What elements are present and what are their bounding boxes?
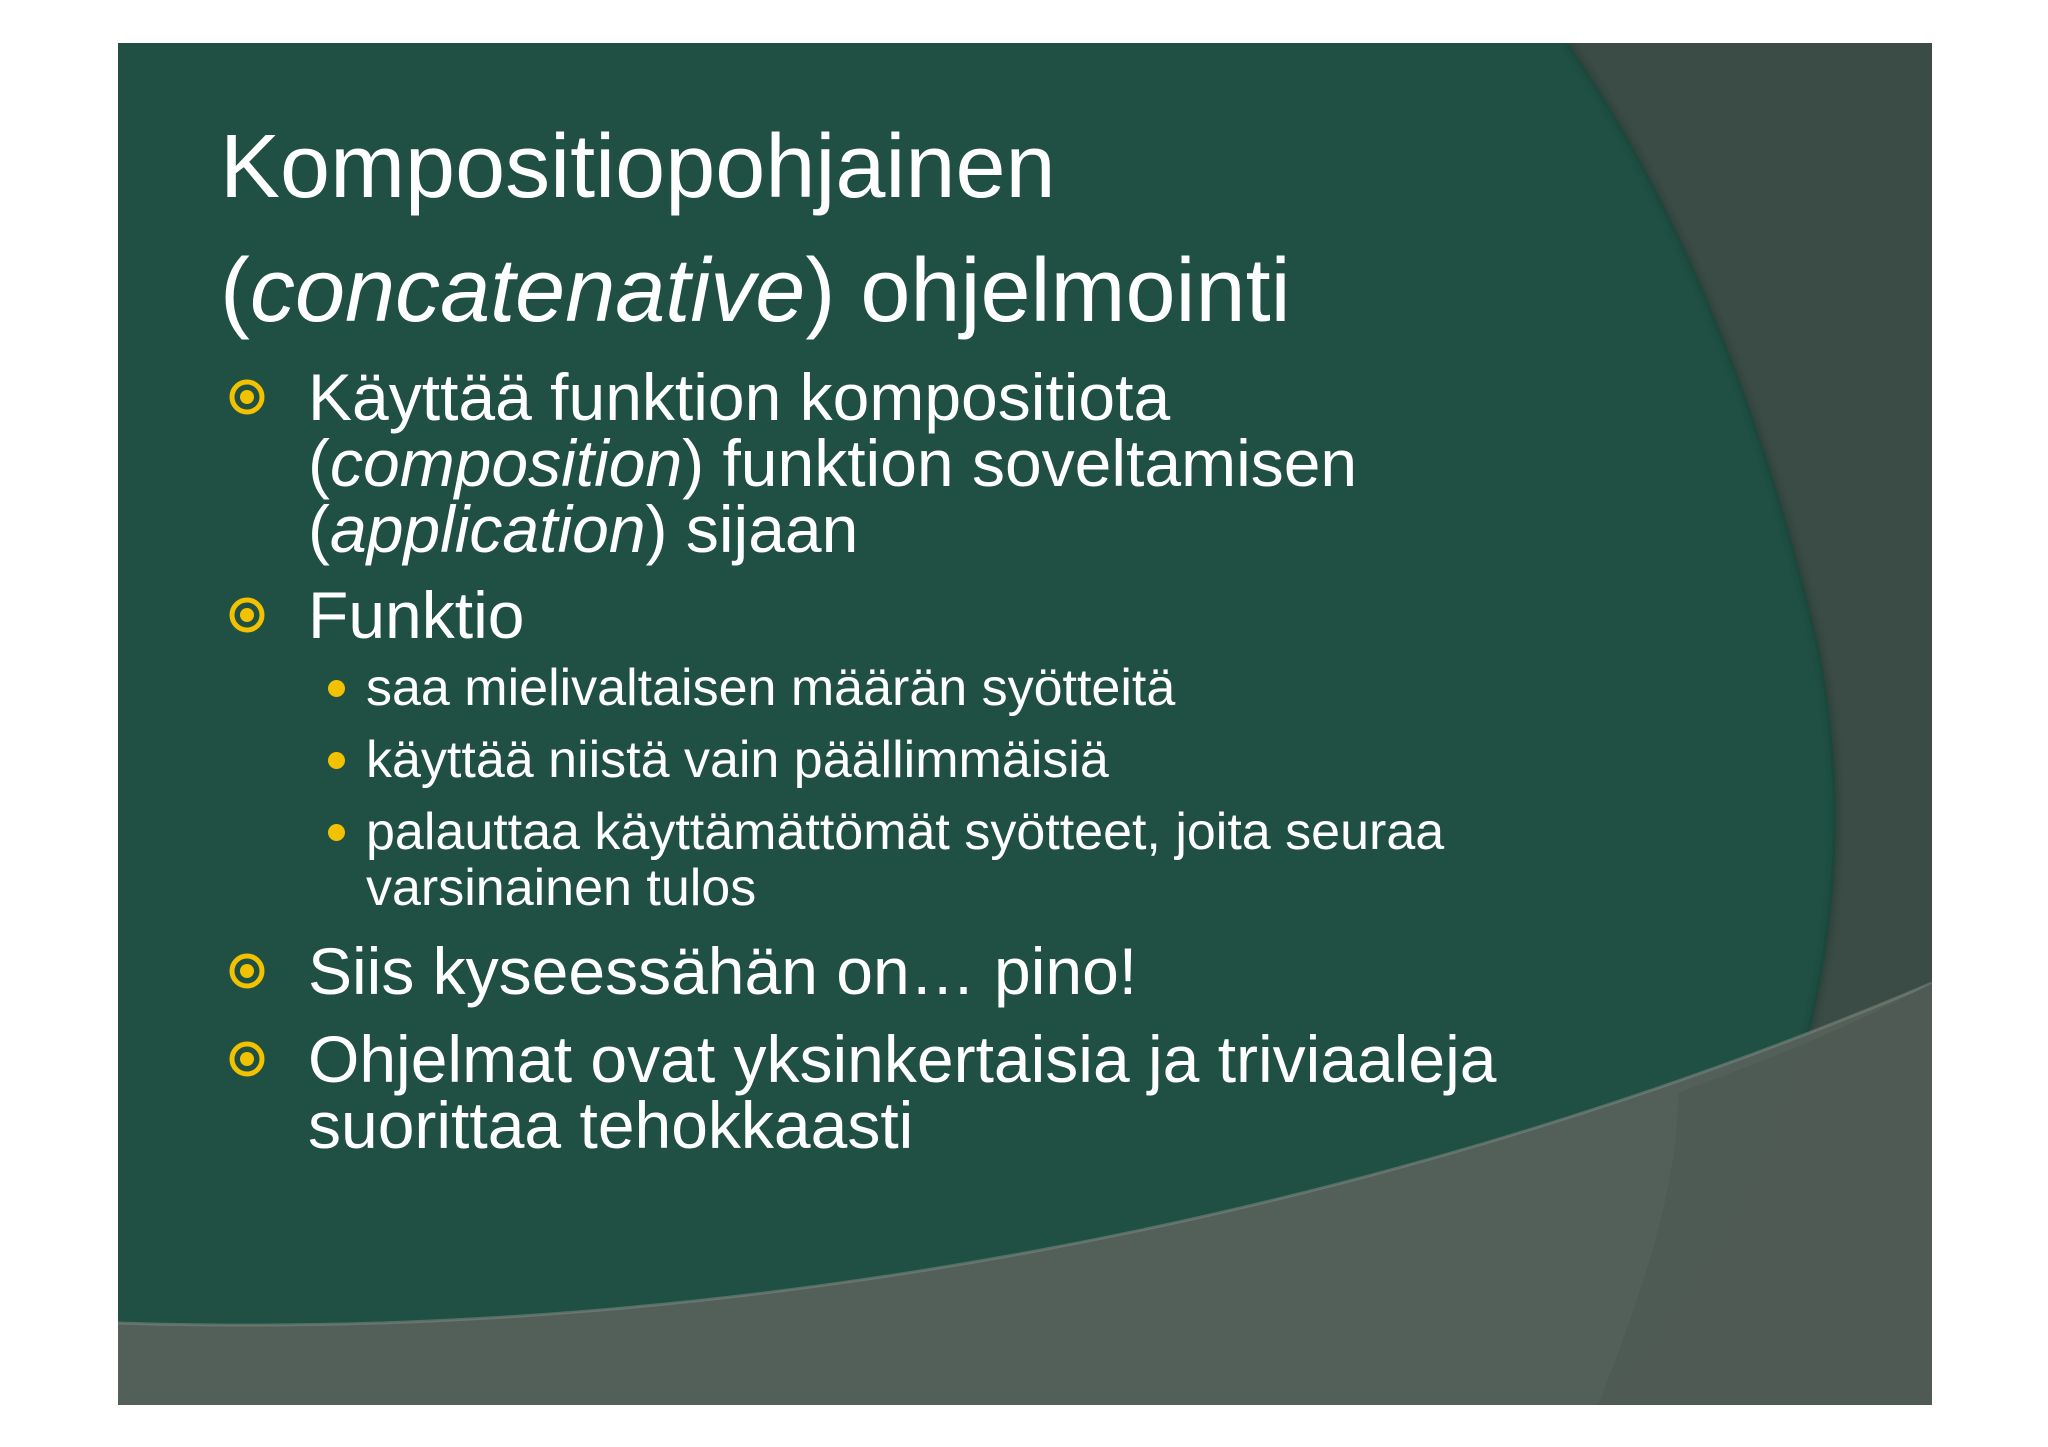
title-line-2: (concatenative) ohjelmointi	[220, 241, 1291, 341]
ring-bullet-icon	[228, 596, 266, 634]
sub-item: saa mielivaltaisen määrän syötteitä	[220, 660, 1780, 716]
title-italic-term: concatenative	[249, 241, 806, 341]
bullet-4-line-1: Ohjelmat ovat yksinkertaisia ja triviaaleja	[308, 1022, 1497, 1096]
bullet-2-text: Funktio	[308, 578, 525, 652]
title-line-1: Kompositiopohjainen	[220, 117, 1056, 217]
bullet-item-composition	[220, 360, 1780, 566]
bullet-4-line-2: suorittaa tehokkaasti	[308, 1088, 914, 1162]
sub-item: käyttää niistä vain päällimmäisiä	[220, 732, 1780, 788]
bullet-list	[220, 360, 1780, 1162]
ring-bullet-icon	[228, 952, 266, 990]
sub-item: palauttaa käyttämättömät syötteet, joita seuraa	[220, 804, 1780, 860]
dot-bullet-icon	[328, 680, 345, 697]
dot-bullet-icon	[328, 824, 345, 841]
bullet-1-line-2: (composition) funktion soveltamisen	[308, 426, 1358, 500]
funktio-sublist	[220, 660, 1780, 916]
slide	[118, 43, 1932, 1405]
bullet-3-text: Siis kyseessähän on… pino!	[308, 934, 1138, 1008]
sub-item-continuation: varsinainen tulos	[366, 859, 757, 917]
bullet-item-funktio	[220, 578, 1780, 652]
bullet-item-stack	[220, 934, 1780, 1008]
dot-bullet-icon	[328, 752, 345, 769]
ring-bullet-icon	[228, 1040, 266, 1078]
slide-title	[220, 105, 1291, 353]
bullet-item-programs	[220, 1022, 1780, 1162]
bullet-1-line-3: (application) sijaan	[308, 492, 859, 566]
ring-bullet-icon	[228, 378, 266, 416]
bullet-1-line-1: Käyttää funktion kompositiota	[308, 360, 1171, 434]
